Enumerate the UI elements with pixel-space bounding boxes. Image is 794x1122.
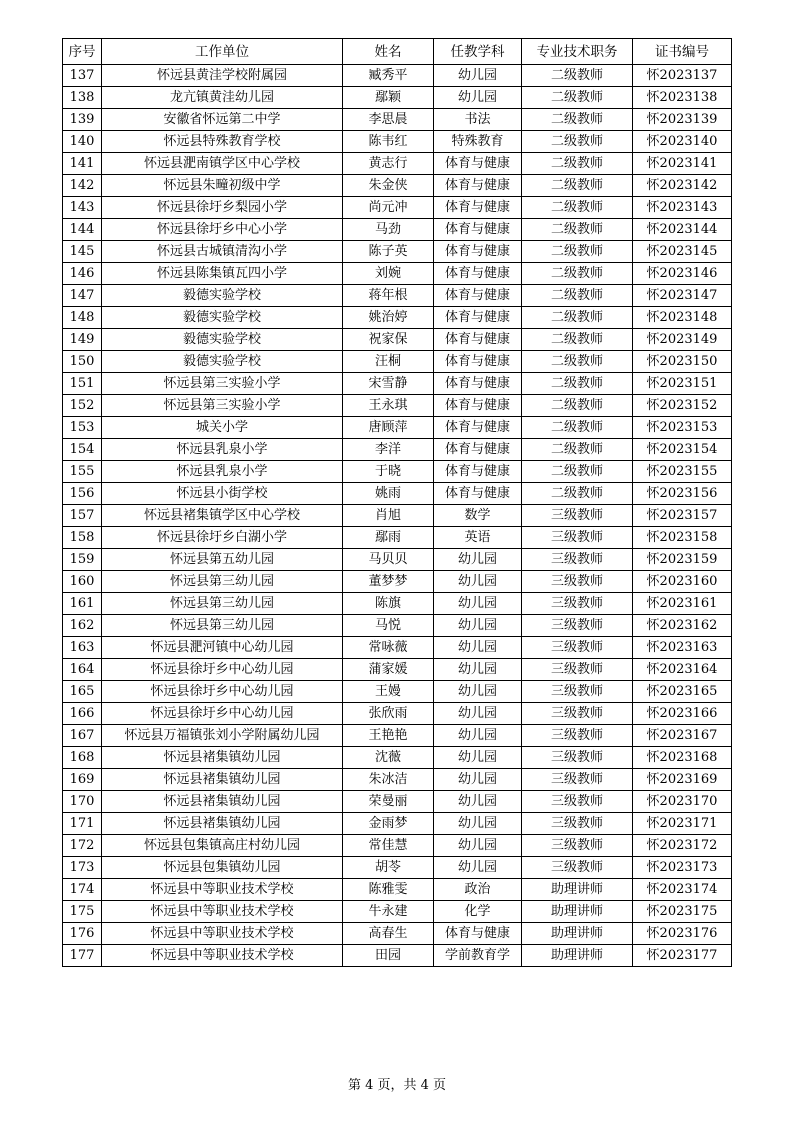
cell-workplace: 怀远县褚集镇学区中心学校 (102, 505, 343, 527)
cell-subject: 幼儿园 (434, 87, 522, 109)
cell-title: 助理讲师 (522, 923, 633, 945)
cell-name: 牛永建 (343, 901, 434, 923)
table-row (63, 131, 732, 153)
cell-title: 二级教师 (522, 153, 633, 175)
cell-name: 鄢颖 (343, 87, 434, 109)
cell-title: 二级教师 (522, 109, 633, 131)
cell-name: 鄢雨 (343, 527, 434, 549)
cell-workplace: 怀远县徐圩乡中心幼儿园 (102, 659, 343, 681)
cell-subject: 幼儿园 (434, 791, 522, 813)
cell-certificate: 怀2023176 (633, 923, 732, 945)
cell-certificate: 怀2023161 (633, 593, 732, 615)
cell-subject: 学前教育学 (434, 945, 522, 967)
cell-name: 沈薇 (343, 747, 434, 769)
cell-subject: 体育与健康 (434, 395, 522, 417)
cell-name: 常咏薇 (343, 637, 434, 659)
cell-workplace: 怀远县第三实验小学 (102, 373, 343, 395)
header-name: 姓名 (343, 39, 434, 65)
cell-certificate: 怀2023150 (633, 351, 732, 373)
cell-subject: 幼儿园 (434, 593, 522, 615)
cell-certificate: 怀2023149 (633, 329, 732, 351)
cell-subject: 幼儿园 (434, 813, 522, 835)
cell-serial: 173 (63, 857, 102, 879)
table-row (63, 351, 732, 373)
table-row (63, 219, 732, 241)
cell-serial: 164 (63, 659, 102, 681)
cell-serial: 170 (63, 791, 102, 813)
cell-certificate: 怀2023153 (633, 417, 732, 439)
cell-workplace: 怀远县中等职业技术学校 (102, 879, 343, 901)
cell-title: 三级教师 (522, 769, 633, 791)
cell-subject: 幼儿园 (434, 857, 522, 879)
cell-subject: 化学 (434, 901, 522, 923)
cell-name: 宋雪静 (343, 373, 434, 395)
cell-name: 田园 (343, 945, 434, 967)
table-row (63, 373, 732, 395)
cell-subject: 体育与健康 (434, 923, 522, 945)
cell-certificate: 怀2023172 (633, 835, 732, 857)
cell-certificate: 怀2023146 (633, 263, 732, 285)
cell-certificate: 怀2023137 (633, 65, 732, 87)
cell-workplace: 怀远县褚集镇幼儿园 (102, 747, 343, 769)
cell-subject: 体育与健康 (434, 351, 522, 373)
cell-certificate: 怀2023139 (633, 109, 732, 131)
cell-workplace: 怀远县徐圩乡梨园小学 (102, 197, 343, 219)
cell-title: 三级教师 (522, 791, 633, 813)
cell-workplace: 毅德实验学校 (102, 307, 343, 329)
cell-title: 三级教师 (522, 659, 633, 681)
cell-certificate: 怀2023151 (633, 373, 732, 395)
cell-title: 三级教师 (522, 857, 633, 879)
table-row (63, 65, 732, 87)
table-row (63, 549, 732, 571)
cell-workplace: 怀远县万福镇张刘小学附属幼儿园 (102, 725, 343, 747)
cell-certificate: 怀2023171 (633, 813, 732, 835)
cell-name: 姚雨 (343, 483, 434, 505)
table-row (63, 681, 732, 703)
header-subject: 任教学科 (434, 39, 522, 65)
cell-serial: 161 (63, 593, 102, 615)
table-row (63, 659, 732, 681)
cell-certificate: 怀2023154 (633, 439, 732, 461)
header-serial: 序号 (63, 39, 102, 65)
cell-certificate: 怀2023162 (633, 615, 732, 637)
cell-name: 马劲 (343, 219, 434, 241)
cell-certificate: 怀2023144 (633, 219, 732, 241)
table-row (63, 879, 732, 901)
cell-title: 二级教师 (522, 65, 633, 87)
cell-title: 三级教师 (522, 505, 633, 527)
cell-title: 二级教师 (522, 395, 633, 417)
cell-subject: 体育与健康 (434, 153, 522, 175)
cell-certificate: 怀2023166 (633, 703, 732, 725)
cell-name: 蒲家媛 (343, 659, 434, 681)
cell-name: 蒋年根 (343, 285, 434, 307)
cell-serial: 157 (63, 505, 102, 527)
cell-certificate: 怀2023165 (633, 681, 732, 703)
cell-serial: 152 (63, 395, 102, 417)
cell-serial: 163 (63, 637, 102, 659)
cell-certificate: 怀2023145 (633, 241, 732, 263)
roster-table (62, 38, 732, 967)
cell-title: 二级教师 (522, 483, 633, 505)
cell-serial: 155 (63, 461, 102, 483)
cell-title: 三级教师 (522, 747, 633, 769)
cell-workplace: 怀远县徐圩乡中心幼儿园 (102, 703, 343, 725)
cell-title: 三级教师 (522, 571, 633, 593)
cell-subject: 特殊教育 (434, 131, 522, 153)
cell-title: 二级教师 (522, 219, 633, 241)
table-row (63, 175, 732, 197)
cell-title: 三级教师 (522, 549, 633, 571)
table-row (63, 461, 732, 483)
cell-certificate: 怀2023173 (633, 857, 732, 879)
cell-serial: 142 (63, 175, 102, 197)
cell-serial: 171 (63, 813, 102, 835)
cell-name: 汪桐 (343, 351, 434, 373)
cell-name: 陈韦红 (343, 131, 434, 153)
cell-title: 三级教师 (522, 527, 633, 549)
table-row (63, 769, 732, 791)
cell-serial: 149 (63, 329, 102, 351)
cell-certificate: 怀2023142 (633, 175, 732, 197)
cell-title: 二级教师 (522, 307, 633, 329)
cell-workplace: 怀远县第三幼儿园 (102, 615, 343, 637)
cell-title: 二级教师 (522, 351, 633, 373)
cell-subject: 体育与健康 (434, 197, 522, 219)
cell-subject: 幼儿园 (434, 747, 522, 769)
cell-title: 三级教师 (522, 725, 633, 747)
cell-name: 祝家保 (343, 329, 434, 351)
cell-subject: 数学 (434, 505, 522, 527)
table-row (63, 615, 732, 637)
cell-subject: 体育与健康 (434, 439, 522, 461)
cell-certificate: 怀2023168 (633, 747, 732, 769)
table-row (63, 263, 732, 285)
cell-workplace: 怀远县特殊教育学校 (102, 131, 343, 153)
table-row (63, 87, 732, 109)
cell-serial: 141 (63, 153, 102, 175)
cell-serial: 137 (63, 65, 102, 87)
cell-certificate: 怀2023169 (633, 769, 732, 791)
table-row (63, 483, 732, 505)
cell-subject: 幼儿园 (434, 703, 522, 725)
cell-workplace: 怀远县古城镇清沟小学 (102, 241, 343, 263)
cell-name: 董梦梦 (343, 571, 434, 593)
cell-name: 肖旭 (343, 505, 434, 527)
cell-name: 刘婉 (343, 263, 434, 285)
cell-serial: 153 (63, 417, 102, 439)
table-row (63, 923, 732, 945)
cell-name: 金雨梦 (343, 813, 434, 835)
cell-certificate: 怀2023140 (633, 131, 732, 153)
cell-subject: 体育与健康 (434, 417, 522, 439)
cell-subject: 体育与健康 (434, 241, 522, 263)
cell-serial: 168 (63, 747, 102, 769)
cell-workplace: 怀远县褚集镇幼儿园 (102, 791, 343, 813)
cell-title: 三级教师 (522, 637, 633, 659)
cell-title: 二级教师 (522, 175, 633, 197)
cell-workplace: 怀远县黄洼学校附属园 (102, 65, 343, 87)
cell-workplace: 怀远县第三幼儿园 (102, 571, 343, 593)
cell-workplace: 毅德实验学校 (102, 351, 343, 373)
cell-subject: 幼儿园 (434, 725, 522, 747)
cell-title: 三级教师 (522, 835, 633, 857)
table-row (63, 439, 732, 461)
cell-title: 二级教师 (522, 417, 633, 439)
table-row (63, 109, 732, 131)
cell-workplace: 怀远县中等职业技术学校 (102, 945, 343, 967)
cell-subject: 幼儿园 (434, 65, 522, 87)
cell-certificate: 怀2023174 (633, 879, 732, 901)
cell-name: 朱冰洁 (343, 769, 434, 791)
cell-title: 二级教师 (522, 461, 633, 483)
cell-name: 陈雅雯 (343, 879, 434, 901)
cell-serial: 147 (63, 285, 102, 307)
cell-workplace: 怀远县淝河镇中心幼儿园 (102, 637, 343, 659)
cell-certificate: 怀2023160 (633, 571, 732, 593)
cell-name: 王嫚 (343, 681, 434, 703)
cell-name: 高春生 (343, 923, 434, 945)
cell-workplace: 龙亢镇黄洼幼儿园 (102, 87, 343, 109)
table-row (63, 395, 732, 417)
cell-subject: 体育与健康 (434, 483, 522, 505)
cell-certificate: 怀2023155 (633, 461, 732, 483)
cell-serial: 160 (63, 571, 102, 593)
cell-serial: 143 (63, 197, 102, 219)
table-row (63, 329, 732, 351)
cell-serial: 176 (63, 923, 102, 945)
cell-workplace: 怀远县徐圩乡白湖小学 (102, 527, 343, 549)
cell-name: 王永琪 (343, 395, 434, 417)
cell-name: 朱金侠 (343, 175, 434, 197)
cell-certificate: 怀2023175 (633, 901, 732, 923)
cell-name: 姚治婷 (343, 307, 434, 329)
cell-subject: 体育与健康 (434, 285, 522, 307)
table-row (63, 901, 732, 923)
table-row (63, 527, 732, 549)
cell-serial: 172 (63, 835, 102, 857)
cell-name: 李思晨 (343, 109, 434, 131)
cell-subject: 体育与健康 (434, 329, 522, 351)
cell-workplace: 怀远县乳泉小学 (102, 439, 343, 461)
cell-title: 三级教师 (522, 681, 633, 703)
table-row (63, 285, 732, 307)
cell-title: 二级教师 (522, 373, 633, 395)
roster-body (63, 65, 732, 967)
cell-serial: 151 (63, 373, 102, 395)
header-workplace: 工作单位 (102, 39, 343, 65)
cell-workplace: 城关小学 (102, 417, 343, 439)
cell-serial: 146 (63, 263, 102, 285)
cell-workplace: 怀远县小街学校 (102, 483, 343, 505)
cell-serial: 162 (63, 615, 102, 637)
cell-subject: 幼儿园 (434, 769, 522, 791)
cell-workplace: 怀远县中等职业技术学校 (102, 923, 343, 945)
cell-title: 三级教师 (522, 615, 633, 637)
cell-serial: 156 (63, 483, 102, 505)
cell-workplace: 怀远县徐圩乡中心幼儿园 (102, 681, 343, 703)
cell-workplace: 怀远县朱疃初级中学 (102, 175, 343, 197)
cell-name: 常佳慧 (343, 835, 434, 857)
cell-workplace: 毅德实验学校 (102, 329, 343, 351)
cell-workplace: 怀远县淝南镇学区中心学校 (102, 153, 343, 175)
cell-title: 三级教师 (522, 813, 633, 835)
cell-name: 荣曼丽 (343, 791, 434, 813)
cell-title: 二级教师 (522, 263, 633, 285)
cell-serial: 165 (63, 681, 102, 703)
cell-serial: 174 (63, 879, 102, 901)
cell-name: 黄志行 (343, 153, 434, 175)
header-certificate: 证书编号 (633, 39, 732, 65)
cell-serial: 139 (63, 109, 102, 131)
cell-certificate: 怀2023159 (633, 549, 732, 571)
cell-certificate: 怀2023156 (633, 483, 732, 505)
cell-name: 唐顾萍 (343, 417, 434, 439)
cell-certificate: 怀2023138 (633, 87, 732, 109)
cell-subject: 体育与健康 (434, 461, 522, 483)
cell-title: 助理讲师 (522, 901, 633, 923)
cell-workplace: 怀远县褚集镇幼儿园 (102, 813, 343, 835)
cell-name: 马悦 (343, 615, 434, 637)
table-row (63, 857, 732, 879)
cell-subject: 体育与健康 (434, 373, 522, 395)
cell-workplace: 怀远县褚集镇幼儿园 (102, 769, 343, 791)
table-row (63, 637, 732, 659)
table-row (63, 153, 732, 175)
cell-name: 于晓 (343, 461, 434, 483)
cell-name: 李洋 (343, 439, 434, 461)
cell-subject: 幼儿园 (434, 637, 522, 659)
cell-subject: 体育与健康 (434, 219, 522, 241)
cell-workplace: 怀远县包集镇幼儿园 (102, 857, 343, 879)
cell-certificate: 怀2023177 (633, 945, 732, 967)
header-row (63, 39, 732, 65)
cell-title: 三级教师 (522, 703, 633, 725)
table-row (63, 417, 732, 439)
cell-name: 马贝贝 (343, 549, 434, 571)
table-row (63, 791, 732, 813)
cell-serial: 145 (63, 241, 102, 263)
table-row (63, 197, 732, 219)
table-row (63, 725, 732, 747)
cell-workplace: 怀远县中等职业技术学校 (102, 901, 343, 923)
cell-title: 助理讲师 (522, 945, 633, 967)
cell-subject: 政治 (434, 879, 522, 901)
table-row (63, 593, 732, 615)
cell-subject: 幼儿园 (434, 615, 522, 637)
cell-workplace: 怀远县乳泉小学 (102, 461, 343, 483)
header-title: 专业技术职务 (522, 39, 633, 65)
cell-name: 陈子英 (343, 241, 434, 263)
table-row (63, 307, 732, 329)
cell-certificate: 怀2023163 (633, 637, 732, 659)
table-row (63, 945, 732, 967)
cell-serial: 150 (63, 351, 102, 373)
cell-subject: 幼儿园 (434, 549, 522, 571)
cell-certificate: 怀2023141 (633, 153, 732, 175)
cell-workplace: 怀远县第三实验小学 (102, 395, 343, 417)
cell-certificate: 怀2023170 (633, 791, 732, 813)
cell-certificate: 怀2023143 (633, 197, 732, 219)
cell-certificate: 怀2023148 (633, 307, 732, 329)
cell-title: 二级教师 (522, 439, 633, 461)
cell-title: 二级教师 (522, 285, 633, 307)
cell-subject: 幼儿园 (434, 681, 522, 703)
cell-serial: 154 (63, 439, 102, 461)
cell-name: 臧秀平 (343, 65, 434, 87)
cell-name: 张欣雨 (343, 703, 434, 725)
cell-serial: 167 (63, 725, 102, 747)
cell-title: 二级教师 (522, 329, 633, 351)
cell-subject: 英语 (434, 527, 522, 549)
table-row (63, 813, 732, 835)
cell-workplace: 怀远县第五幼儿园 (102, 549, 343, 571)
cell-name: 陈旗 (343, 593, 434, 615)
cell-serial: 159 (63, 549, 102, 571)
cell-workplace: 怀远县陈集镇瓦四小学 (102, 263, 343, 285)
cell-serial: 169 (63, 769, 102, 791)
cell-subject: 幼儿园 (434, 571, 522, 593)
cell-certificate: 怀2023158 (633, 527, 732, 549)
page-footer: 第 4 页，共 4 页 (347, 1078, 447, 1093)
cell-serial: 177 (63, 945, 102, 967)
table-row (63, 241, 732, 263)
cell-subject: 体育与健康 (434, 263, 522, 285)
cell-certificate: 怀2023167 (633, 725, 732, 747)
cell-subject: 体育与健康 (434, 175, 522, 197)
cell-serial: 158 (63, 527, 102, 549)
cell-serial: 138 (63, 87, 102, 109)
cell-workplace: 怀远县第三幼儿园 (102, 593, 343, 615)
cell-workplace: 安徽省怀远第二中学 (102, 109, 343, 131)
table-row (63, 835, 732, 857)
cell-title: 二级教师 (522, 87, 633, 109)
cell-workplace: 怀远县包集镇高庄村幼儿园 (102, 835, 343, 857)
cell-serial: 144 (63, 219, 102, 241)
cell-certificate: 怀2023157 (633, 505, 732, 527)
cell-workplace: 毅德实验学校 (102, 285, 343, 307)
cell-certificate: 怀2023147 (633, 285, 732, 307)
cell-title: 二级教师 (522, 241, 633, 263)
cell-name: 胡苓 (343, 857, 434, 879)
table-row (63, 505, 732, 527)
cell-workplace: 怀远县徐圩乡中心小学 (102, 219, 343, 241)
cell-name: 尚元冲 (343, 197, 434, 219)
table-row (63, 747, 732, 769)
cell-subject: 幼儿园 (434, 659, 522, 681)
cell-serial: 166 (63, 703, 102, 725)
cell-title: 助理讲师 (522, 879, 633, 901)
cell-subject: 幼儿园 (434, 835, 522, 857)
cell-title: 三级教师 (522, 593, 633, 615)
cell-serial: 140 (63, 131, 102, 153)
cell-name: 王艳艳 (343, 725, 434, 747)
cell-title: 二级教师 (522, 131, 633, 153)
cell-serial: 148 (63, 307, 102, 329)
cell-serial: 175 (63, 901, 102, 923)
cell-certificate: 怀2023164 (633, 659, 732, 681)
cell-certificate: 怀2023152 (633, 395, 732, 417)
cell-subject: 体育与健康 (434, 307, 522, 329)
cell-subject: 书法 (434, 109, 522, 131)
table-row (63, 703, 732, 725)
cell-title: 二级教师 (522, 197, 633, 219)
table-row (63, 571, 732, 593)
